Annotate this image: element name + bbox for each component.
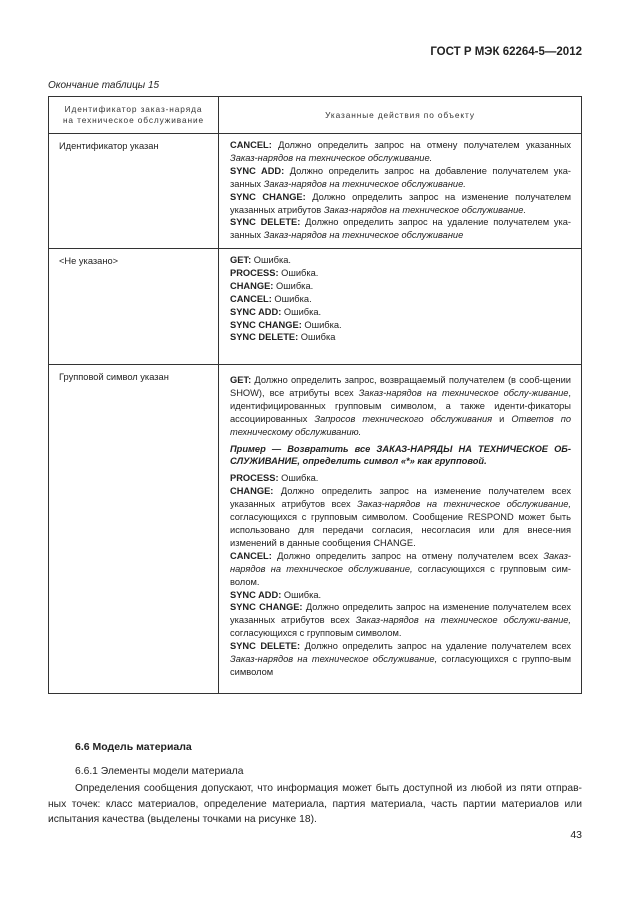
row-actions (219, 365, 582, 694)
action-label: SYNC CHANGE: (230, 319, 302, 330)
row-actions (219, 249, 582, 365)
action-text: согласующихся с группо-вым символом (230, 654, 571, 677)
row-key: <Не указано> (49, 249, 219, 365)
action-emphasis: Заказ-нарядов на техническое обслуживание (263, 230, 464, 241)
action-emphasis: Заказ-нарядов на техническое обслуживание. (323, 204, 527, 215)
action-emphasis: Заказ-нарядов на техническое обслуживание, (357, 499, 571, 510)
table-row (49, 365, 582, 694)
action-text: Ошибка. (281, 589, 322, 600)
row-actions (219, 134, 582, 249)
table-row (49, 134, 582, 249)
action-text: Должно определить запрос на удаление получателем ука-занных (230, 217, 572, 241)
subsection-title: 6.6.1 Элементы модели материала (75, 766, 244, 777)
action-label: CANCEL: (230, 293, 272, 304)
action-emphasis: Заказ-нарядов на техническое обслуживание, (230, 550, 571, 574)
action-text: Ошибка. (271, 293, 312, 304)
action-label: GET: (230, 375, 252, 385)
action-text: Ошибка. (281, 306, 322, 317)
table-row (49, 249, 582, 365)
action-label: CANCEL: (230, 140, 272, 150)
action-text: Ошибка. (251, 255, 292, 265)
col-header-identifier-line1: Идентификатор заказ-наряда (64, 104, 203, 114)
action-emphasis: Заказ-нарядов на техническое обслу-живание (358, 387, 569, 398)
action-text: Ошибка. (273, 280, 314, 291)
action-text: Должно определить запрос на изменение получателем указанных атрибутов (230, 191, 571, 215)
action-text: , идентифицированных групповым символом, а также иденти-фикаторы ассоциированных (230, 387, 572, 424)
action-label: SYNC CHANGE: (230, 602, 303, 613)
action-text: Должно определить запрос на изменение получателем всех указанных атрибутов всех (230, 486, 571, 510)
col-header-identifier (49, 97, 219, 134)
action-label: SYNC DELETE: (230, 332, 299, 343)
action-emphasis: Запросов технического обслуживания (314, 413, 493, 424)
action-text: Должно определить запрос на добавление получателем ука-занных (230, 165, 571, 189)
section-title: 6.6 Модель материала (75, 741, 192, 753)
action-label: SYNC ADD: (230, 306, 282, 317)
action-text: Ошибка. (278, 267, 319, 278)
action-label: SYNC CHANGE: (230, 191, 306, 202)
row-key: Идентификатор указан (49, 134, 219, 249)
actions-table (48, 96, 582, 694)
action-text: Должно определить запрос на удаление получателем всех (300, 641, 571, 652)
action-text: Ошибка (298, 332, 336, 343)
action-text: Должно определить запрос, возвращаемый получателем (в сооб-щении SHOW), все атрибуты всех (230, 375, 571, 398)
action-label: GET: (230, 255, 252, 265)
action-text: Ошибка. (301, 319, 342, 330)
action-text: и (492, 413, 512, 424)
action-label: PROCESS: (230, 267, 279, 278)
action-text: Должно определить запрос на отмену получателем указанных (271, 140, 571, 150)
action-label: CHANGE: (230, 280, 274, 291)
body-paragraph: Определения сообщения допускают, что информация может быть доступной из любой из пяти отправ-ных точек: класс материалов, определение материала, партия материала, часть партии материалов или испытания качества (выделены точками на рисунке 18). (48, 783, 582, 825)
action-text: Должно определить запрос на отмену получателем всех (271, 550, 544, 561)
col-header-identifier-line2: на техническое обслуживание (62, 115, 205, 125)
action-text: Ошибка. (278, 473, 319, 484)
example-note: Пример — Возвратить все ЗАКАЗ-НАРЯДЫ НА ТЕХНИЧЕСКОЕ ОБ-СЛУЖИВАНИЕ, определить символ «*» как групповой. (230, 443, 571, 467)
action-text: согласующихся с групповым символом. Сообщение RESPOND может быть использовано для передачи согласия, несогласия или для внесе-ния изменений в данные сообщения CHANGE. (230, 512, 571, 548)
col-header-actions: Указанные действия по объекту (219, 97, 582, 134)
row-key: Групповой символ указан (49, 365, 219, 694)
action-emphasis: Заказ-нарядов на техническое обслуживание. (230, 152, 433, 163)
action-label: CANCEL: (230, 550, 272, 561)
action-emphasis: Заказ-нарядов на техническое обслуживание, (230, 654, 438, 665)
action-label: CHANGE: (230, 486, 274, 497)
standard-code: ГОСТ Р МЭК 62264-5—2012 (430, 46, 582, 58)
action-text: Должно определить запрос на изменение получателем всех указанных атрибутов всех (230, 602, 572, 626)
table-header-row (49, 97, 582, 134)
table-caption: Окончание таблицы 15 (48, 80, 160, 91)
action-text: согласующихся с групповым символом. (230, 628, 402, 639)
action-label: PROCESS: (230, 473, 279, 484)
action-label: SYNC ADD: (230, 589, 282, 600)
action-label: SYNC DELETE: (230, 217, 301, 228)
action-label: SYNC ADD: (230, 165, 285, 176)
action-emphasis: Ответов по техническому обслуживанию. (230, 413, 572, 437)
action-emphasis: Заказ-нарядов на техническое обслуживание. (263, 178, 466, 189)
action-emphasis: Заказ-нарядов на техническое обслужи-вание, (355, 615, 571, 626)
action-label: SYNC DELETE: (230, 641, 301, 652)
page-number: 43 (570, 829, 582, 841)
action-text: согласующихся с групповым сим-волом. (230, 563, 571, 587)
